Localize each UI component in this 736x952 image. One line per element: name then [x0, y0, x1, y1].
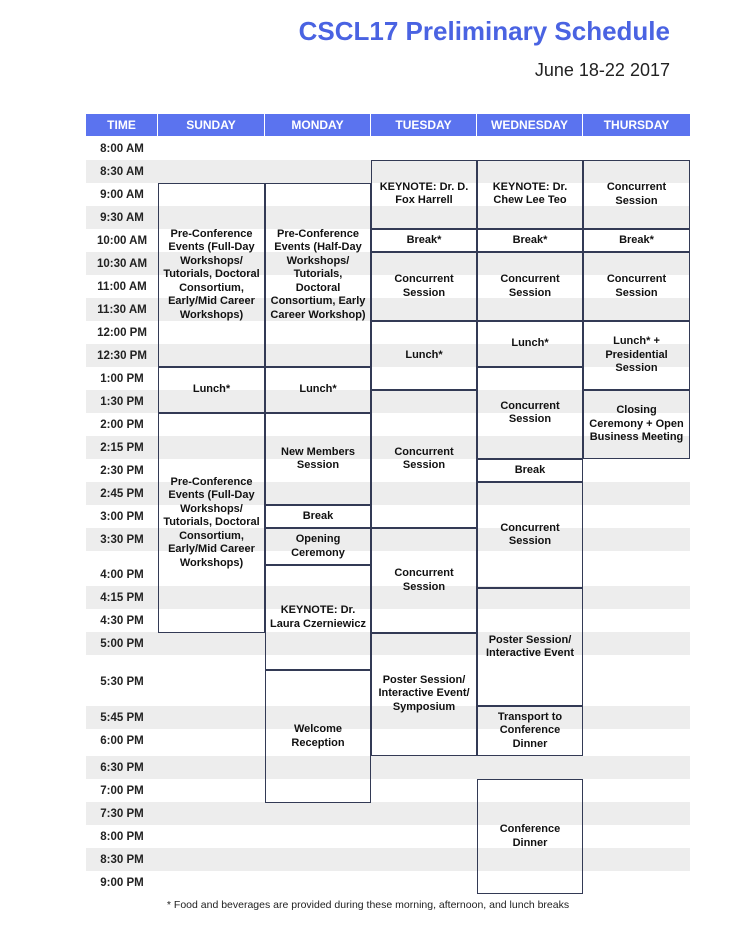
time-label: 9:00 AM: [100, 188, 144, 201]
sunday-preconference-afternoon: Pre-Conference Events (Full-Day Workshops/ Tutorials, Doctoral Consortium, Early/Mid Career Workshops): [158, 413, 265, 633]
time-label: 12:30 PM: [97, 349, 147, 362]
time-label: 5:45 PM: [100, 711, 144, 724]
column-header-wednesday: WEDNESDAY: [477, 114, 583, 136]
monday-keynote: KEYNOTE: Dr. Laura Czerniewicz: [265, 565, 371, 670]
monday-break: Break: [265, 505, 371, 528]
tuesday-poster-session: Poster Session/ Interactive Event/ Symposium: [371, 633, 477, 756]
page-title: CSCL17 Preliminary Schedule: [298, 16, 670, 46]
time-label: 12:00 PM: [97, 326, 147, 339]
time-label: 5:00 PM: [100, 637, 144, 650]
time-label: 4:00 PM: [100, 568, 144, 581]
time-label: 9:00 PM: [100, 876, 144, 889]
time-label: 2:30 PM: [100, 464, 144, 477]
column-header-time: TIME: [86, 114, 158, 136]
sunday-lunch: Lunch*: [158, 367, 265, 413]
monday-welcome-reception: Welcome Reception: [265, 670, 371, 803]
time-label: 10:00 AM: [96, 234, 148, 247]
row-band: [86, 756, 690, 779]
thursday-concurrent-session-2: Concurrent Session: [583, 252, 690, 321]
thursday-concurrent-session-1: Concurrent Session: [583, 160, 690, 229]
time-label: 1:00 PM: [100, 372, 144, 385]
time-label: 6:00 PM: [100, 734, 144, 747]
time-label: 6:30 PM: [100, 761, 144, 774]
row-band: [86, 802, 690, 825]
wednesday-concurrent-session-3: Concurrent Session: [477, 482, 583, 588]
wednesday-conference-dinner: Conference Dinner: [477, 779, 583, 894]
time-label: 2:00 PM: [100, 418, 144, 431]
wednesday-break-2: Break: [477, 459, 583, 482]
time-label: 7:30 PM: [100, 807, 144, 820]
wednesday-poster-session: Poster Session/ Interactive Event: [477, 588, 583, 706]
time-label: 2:45 PM: [100, 487, 144, 500]
column-header-tuesday: TUESDAY: [371, 114, 477, 136]
thursday-closing-ceremony: Closing Ceremony + Open Business Meeting: [583, 390, 690, 459]
monday-lunch: Lunch*: [265, 367, 371, 413]
sunday-preconference-morning: Pre-Conference Events (Full-Day Workshops/ Tutorials, Doctoral Consortium, Early/Mid Career Workshops): [158, 183, 265, 367]
column-header-monday: MONDAY: [265, 114, 371, 136]
wednesday-concurrent-session-2: Concurrent Session: [477, 367, 583, 459]
tuesday-keynote: KEYNOTE: Dr. D. Fox Harrell: [371, 160, 477, 229]
wednesday-transport: Transport to Conference Dinner: [477, 706, 583, 756]
time-label: 9:30 AM: [100, 211, 144, 224]
time-label: 4:30 PM: [100, 614, 144, 627]
monday-opening-ceremony: Opening Ceremony: [265, 528, 371, 565]
wednesday-lunch: Lunch*: [477, 321, 583, 367]
tuesday-concurrent-session-1: Concurrent Session: [371, 252, 477, 321]
monday-preconference: Pre-Conference Events (Half-Day Workshops/ Tutorials, Doctoral Consortium, Early Career Workshop): [265, 183, 371, 367]
time-label: 1:30 PM: [100, 395, 144, 408]
tuesday-lunch: Lunch*: [371, 321, 477, 390]
column-header-sunday: SUNDAY: [158, 114, 265, 136]
tuesday-concurrent-session-2: Concurrent Session: [371, 390, 477, 528]
time-label: 8:30 AM: [100, 165, 144, 178]
time-label: 3:30 PM: [100, 533, 144, 546]
monday-new-members-session: New Members Session: [265, 413, 371, 505]
footnote: * Food and beverages are provided during these morning, afternoon, and lunch breaks: [166, 899, 570, 911]
thursday-lunch-presidential-session: Lunch* + Presidential Session: [583, 321, 690, 390]
time-label: 7:00 PM: [100, 784, 144, 797]
date-range: June 18-22 2017: [534, 60, 670, 80]
column-header-thursday: THURSDAY: [583, 114, 690, 136]
time-label: 4:15 PM: [100, 591, 144, 604]
tuesday-concurrent-session-3: Concurrent Session: [371, 528, 477, 633]
time-label: 8:30 PM: [100, 853, 144, 866]
thursday-break: Break*: [583, 229, 690, 252]
wednesday-keynote: KEYNOTE: Dr. Chew Lee Teo: [477, 160, 583, 229]
time-label: 8:00 AM: [100, 142, 144, 155]
wednesday-concurrent-session-1: Concurrent Session: [477, 252, 583, 321]
time-label: 10:30 AM: [96, 257, 148, 270]
time-label: 11:30 AM: [97, 303, 147, 316]
time-label: 2:15 PM: [100, 441, 144, 454]
time-label: 11:00 AM: [97, 280, 147, 293]
row-band: [86, 848, 690, 871]
time-label: 5:30 PM: [100, 675, 144, 688]
wednesday-break-1: Break*: [477, 229, 583, 252]
tuesday-break: Break*: [371, 229, 477, 252]
time-label: 8:00 PM: [100, 830, 144, 843]
time-label: 3:00 PM: [100, 510, 144, 523]
